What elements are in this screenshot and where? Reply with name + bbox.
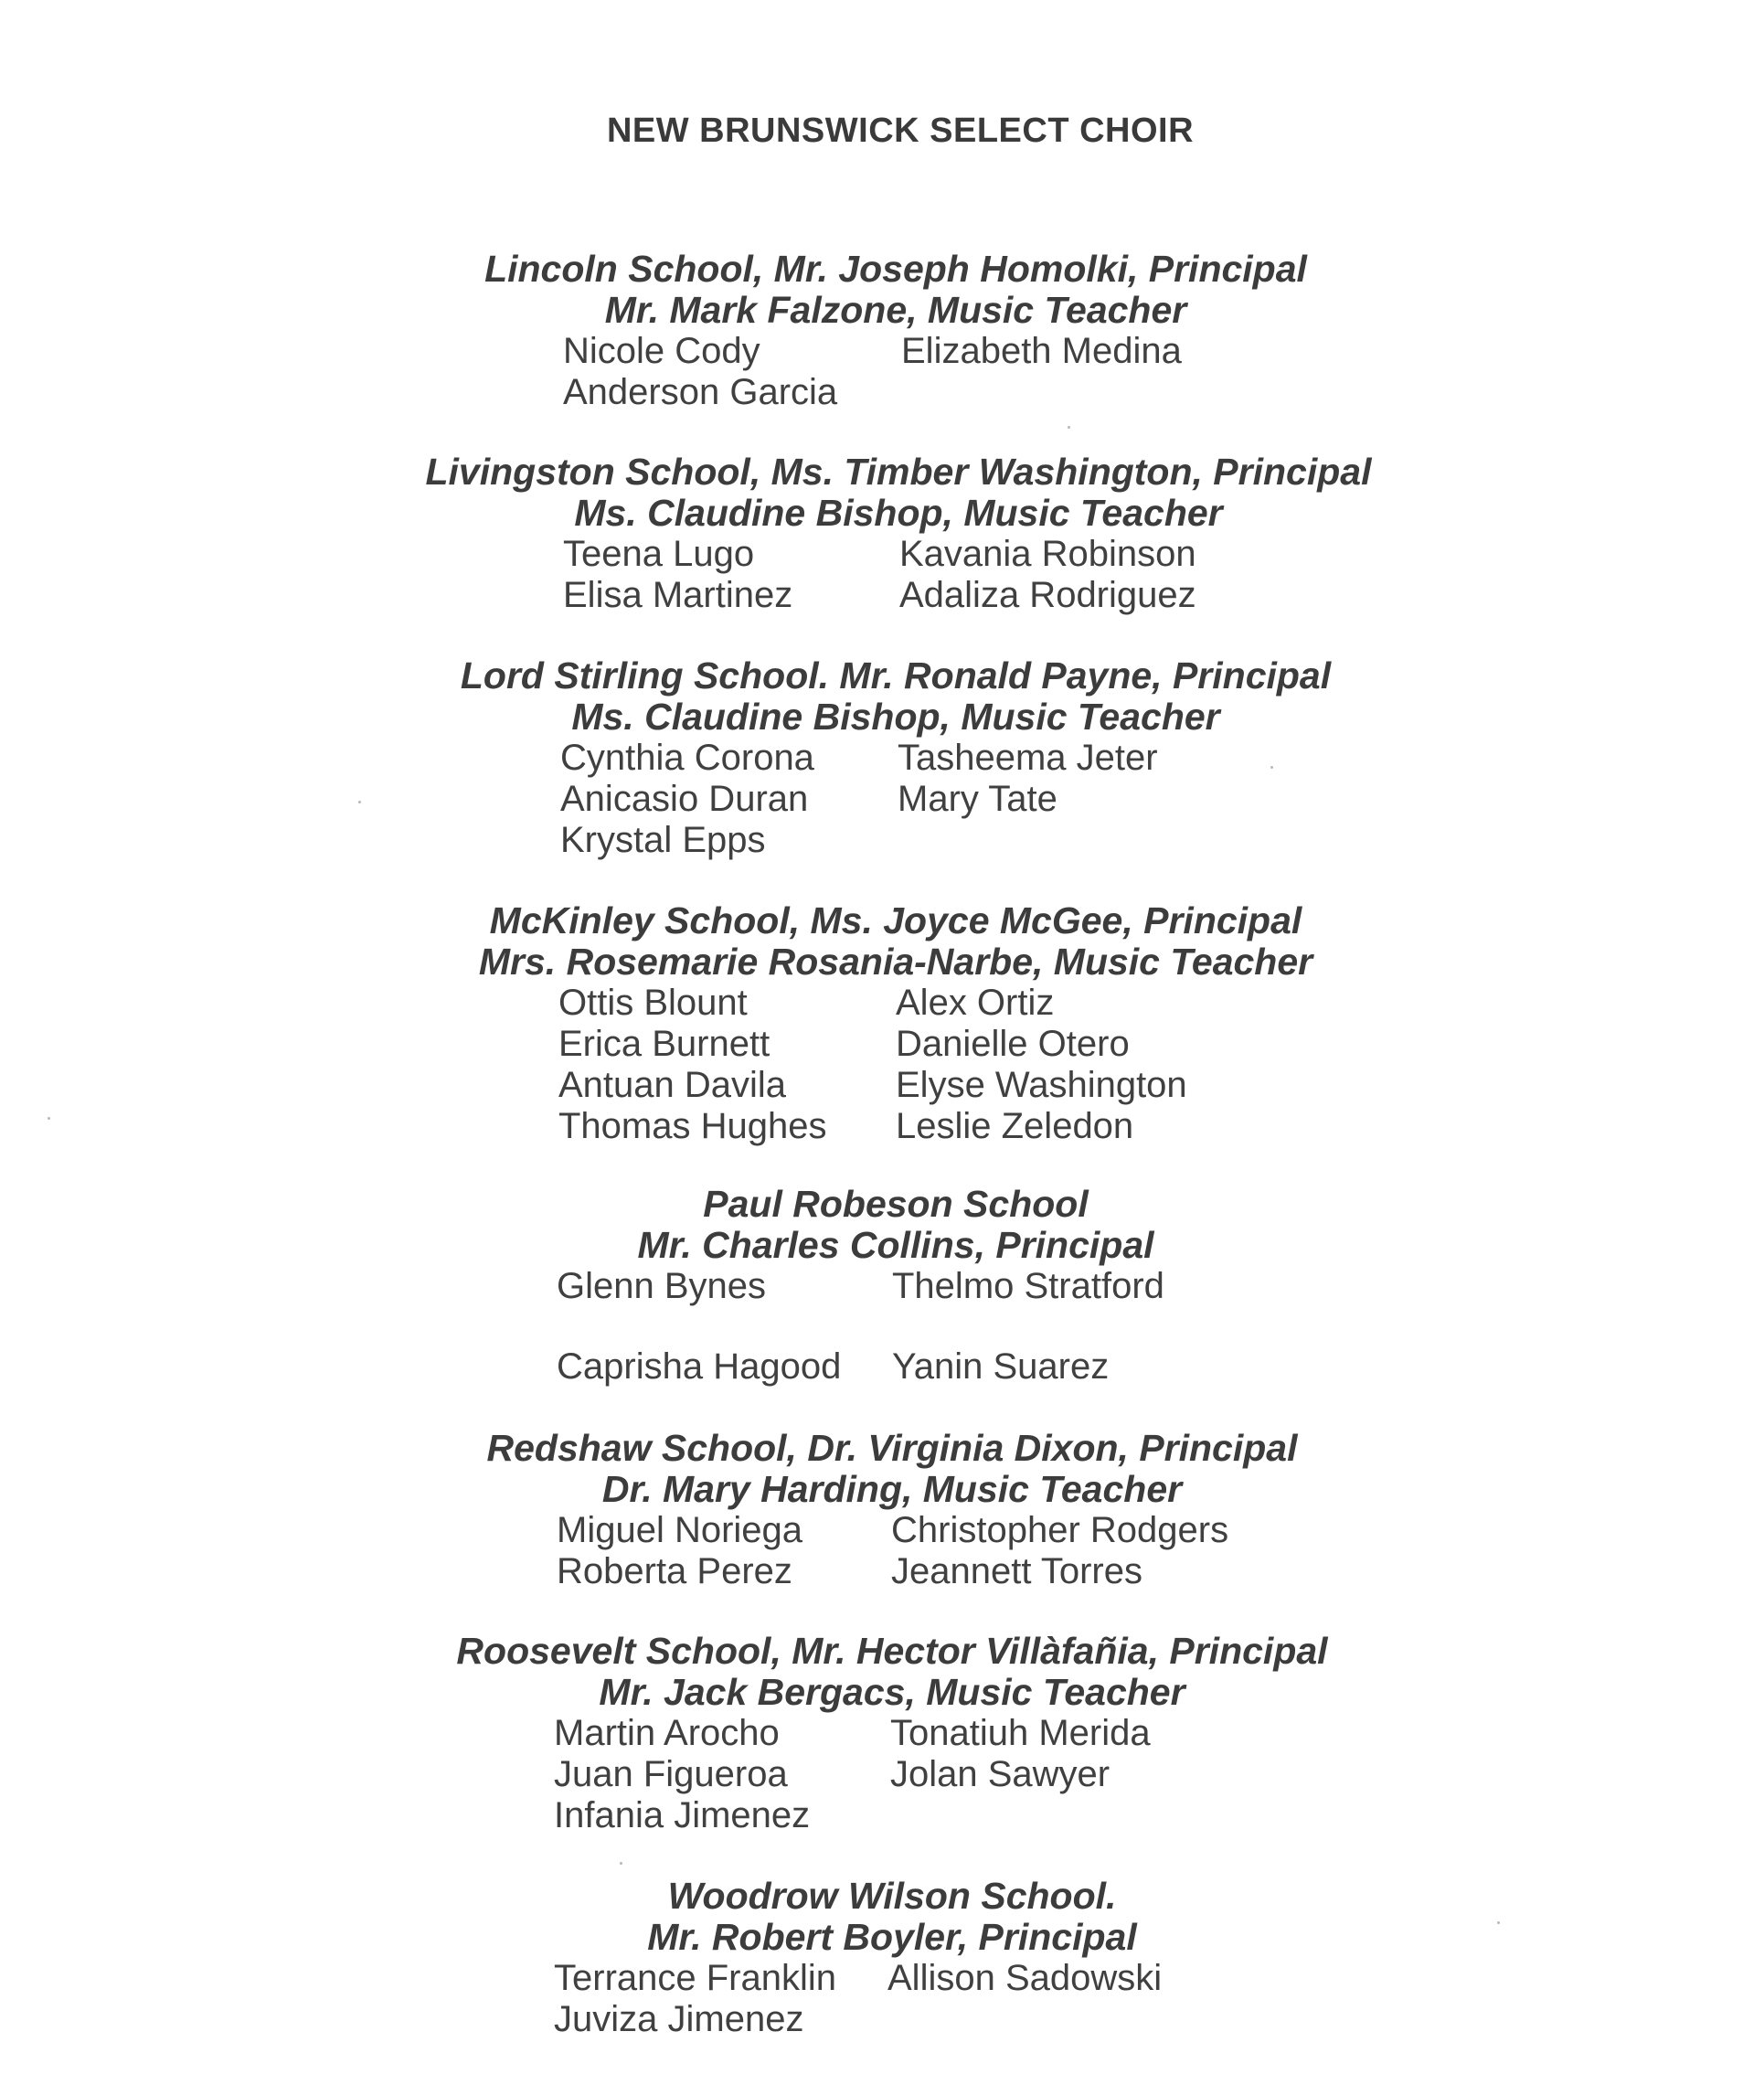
student-name: Mary Tate	[898, 779, 1057, 819]
name-row	[0, 1065, 1764, 1106]
name-row	[0, 331, 1764, 372]
school-heading: Woodrow Wilson School.	[667, 1875, 1117, 1917]
student-name: Martin Arocho	[554, 1713, 780, 1753]
staff-heading: Ms. Claudine Bishop, Music Teacher	[574, 492, 1223, 534]
school-heading: Lord Stirling School. Mr. Ronald Payne, Principal	[460, 654, 1332, 697]
student-name: Glenn Bynes	[557, 1266, 767, 1306]
name-row	[0, 1795, 1764, 1836]
name-row	[0, 779, 1764, 820]
student-names	[0, 331, 1764, 413]
school-heading: Lincoln School, Mr. Joseph Homolki, Principal	[484, 248, 1307, 290]
staff-heading: Mrs. Rosemarie Rosania-Narbe, Music Teacher	[478, 941, 1313, 983]
student-names	[0, 983, 1764, 1147]
student-name: Thomas Hughes	[558, 1106, 827, 1146]
school-section	[0, 655, 1764, 861]
student-name: Leslie Zeledon	[896, 1106, 1134, 1146]
student-name: Allison Sadowski	[887, 1958, 1163, 1998]
school-section	[0, 900, 1764, 1147]
scan-speck	[48, 1117, 50, 1120]
staff-heading: Mr. Mark Falzone, Music Teacher	[604, 289, 1187, 331]
name-row	[0, 1754, 1764, 1795]
student-name: Adaliza Rodriguez	[899, 575, 1196, 615]
staff-heading: Mr. Jack Bergacs, Music Teacher	[599, 1671, 1185, 1713]
scan-speck	[358, 801, 361, 803]
student-names	[0, 1510, 1764, 1592]
name-row	[0, 534, 1764, 575]
student-name: Tasheema Jeter	[898, 738, 1158, 778]
student-name: Elyse Washington	[896, 1065, 1187, 1105]
student-names	[0, 1958, 1764, 2040]
student-names	[0, 1713, 1764, 1836]
student-name: Erica Burnett	[558, 1024, 770, 1064]
student-name: Thelmo Stratford	[892, 1266, 1164, 1306]
student-name: Caprisha Hagood	[557, 1346, 842, 1387]
student-name: Infania Jimenez	[554, 1795, 811, 1835]
student-name: Cynthia Corona	[560, 738, 814, 778]
school-heading: Paul Robeson School	[703, 1183, 1089, 1225]
student-names	[0, 1266, 1764, 1388]
document-title: NEW BRUNSWICK SELECT CHOIR	[606, 112, 1195, 150]
staff-heading: Mr. Charles Collins, Principal	[637, 1224, 1154, 1266]
school-section	[0, 249, 1764, 413]
student-names	[0, 738, 1764, 861]
student-name: Nicole Cody	[563, 331, 760, 371]
scan-speck	[620, 1862, 622, 1865]
student-name: Miguel Noriega	[557, 1510, 803, 1550]
name-row	[0, 1024, 1764, 1065]
name-row	[0, 1958, 1764, 1999]
student-name: Ottis Blount	[558, 983, 748, 1023]
school-section	[0, 1876, 1764, 2040]
name-row	[0, 1510, 1764, 1551]
name-row	[0, 820, 1764, 861]
student-name: Juviza Jimenez	[554, 1999, 804, 2039]
school-heading: Roosevelt School, Mr. Hector Villàfañia, Principal	[456, 1630, 1328, 1672]
school-heading: McKinley School, Ms. Joyce McGee, Principal	[489, 899, 1302, 941]
student-name: Danielle Otero	[896, 1024, 1130, 1064]
staff-heading: Ms. Claudine Bishop, Music Teacher	[571, 696, 1220, 738]
staff-heading: Mr. Robert Boyler, Principal	[647, 1916, 1137, 1958]
student-names	[0, 534, 1764, 616]
student-name: Anicasio Duran	[560, 779, 809, 819]
student-name: Anderson Garcia	[563, 372, 838, 412]
student-name: Jolan Sawyer	[890, 1754, 1110, 1794]
student-name: Terrance Franklin	[554, 1958, 837, 1998]
student-name: Antuan Davila	[558, 1065, 787, 1105]
name-row	[0, 575, 1764, 616]
student-name: Elisa Martinez	[563, 575, 793, 615]
student-name: Roberta Perez	[557, 1551, 792, 1591]
student-name: Yanin Suarez	[892, 1346, 1110, 1387]
scan-speck	[1270, 766, 1273, 769]
student-name: Christopher Rodgers	[891, 1510, 1229, 1550]
name-row	[0, 1266, 1764, 1307]
student-name: Teena Lugo	[563, 534, 755, 574]
student-name: Alex Ortiz	[896, 983, 1055, 1023]
student-name: Elizabeth Medina	[901, 331, 1182, 371]
school-section	[0, 1184, 1764, 1388]
name-row	[0, 738, 1764, 779]
name-row	[0, 1713, 1764, 1754]
name-row	[0, 1346, 1764, 1388]
name-row	[0, 1551, 1764, 1592]
student-name: Tonatiuh Merida	[890, 1713, 1151, 1753]
staff-heading: Dr. Mary Harding, Music Teacher	[601, 1468, 1183, 1510]
name-row	[0, 1106, 1764, 1147]
scan-speck	[1497, 1921, 1500, 1924]
name-row	[0, 1999, 1764, 2040]
student-name: Juan Figueroa	[554, 1754, 788, 1794]
school-heading: Redshaw School, Dr. Virginia Dixon, Principal	[486, 1427, 1298, 1469]
school-section	[0, 1428, 1764, 1592]
student-name: Jeannett Torres	[891, 1551, 1142, 1591]
student-name: Krystal Epps	[560, 820, 766, 860]
school-section	[0, 452, 1764, 616]
student-name: Kavania Robinson	[899, 534, 1196, 574]
scan-speck	[1068, 426, 1070, 429]
name-row	[0, 1307, 1764, 1346]
name-row	[0, 372, 1764, 413]
school-section	[0, 1631, 1764, 1836]
school-heading: Livingston School, Ms. Timber Washington, Principal	[425, 451, 1372, 493]
name-row	[0, 983, 1764, 1024]
